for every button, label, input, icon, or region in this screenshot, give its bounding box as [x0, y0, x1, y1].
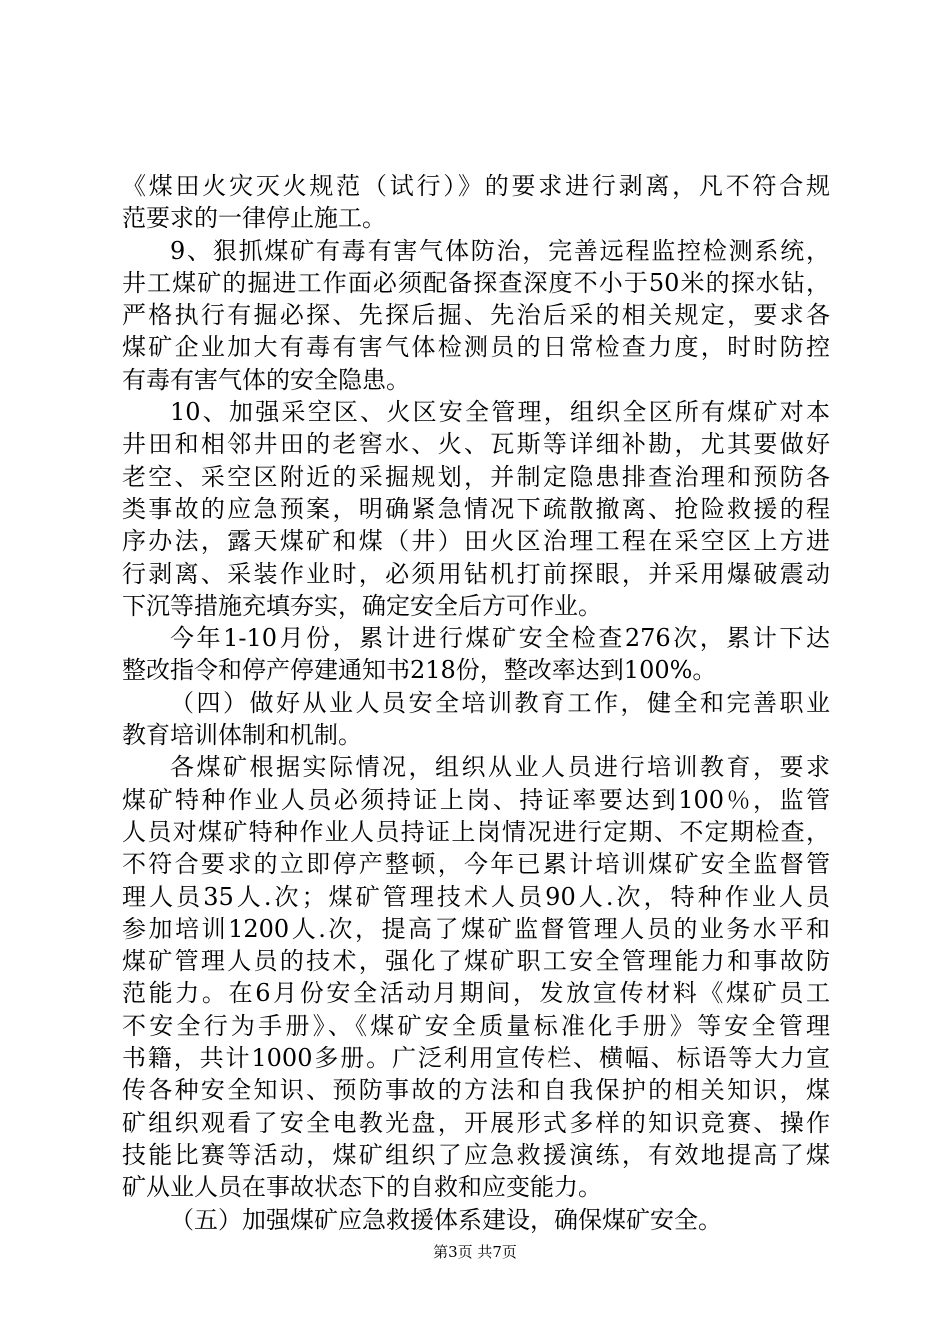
text-line: 不安全行为手册》、《煤矿安全质量标准化手册》等安全管理	[122, 1011, 830, 1040]
text-line: 范要求的一律停止施工。	[122, 204, 386, 233]
document-body	[122, 170, 830, 1236]
text-line: 行剥离、采装作业时，必须用钻机打前探眼，并采用爆破震动	[122, 559, 830, 588]
text-line: 煤矿管理人员的技术，强化了煤矿职工安全管理能力和事故防	[122, 947, 830, 976]
text-line: 矿组织观看了安全电教光盘，开展形式多样的知识竞赛、操作	[122, 1108, 830, 1137]
text-line: 矿从业人员在事故状态下的自救和应变能力。	[122, 1173, 602, 1202]
text-line: 技能比赛等活动，煤矿组织了应急救援演练，有效地提高了煤	[122, 1140, 830, 1169]
text-line: 井工煤矿的掘进工作面必须配备探查深度不小于50米的探水钻，	[122, 268, 830, 297]
text-line: 参加培训1200人.次，提高了煤矿监督管理人员的业务水平和	[122, 914, 830, 943]
text-line: 有毒有害气体的安全隐患。	[122, 365, 410, 394]
text-line: 范能力。在6月份安全活动月期间，发放宣传材料《煤矿员工	[122, 979, 830, 1008]
text-line: 煤矿企业加大有毒有害气体检测员的日常检查力度，时时防控	[122, 333, 830, 362]
page-footer: 第3页 共7页	[433, 1243, 517, 1261]
text-line: 煤矿特种作业人员必须持证上岗、持证率要达到100％，监管	[122, 785, 830, 814]
text-line: 序办法，露天煤矿和煤（井）田火区治理工程在采空区上方进	[122, 527, 830, 556]
text-line: 下沉等措施充填夯实，确定安全后方可作业。	[122, 591, 602, 620]
text-line: 不符合要求的立即停产整顿，今年已累计培训煤矿安全监督管	[122, 850, 830, 879]
text-line: 今年1-10月份，累计进行煤矿安全检查276次，累计下达	[170, 624, 830, 653]
text-line: 传各种安全知识、预防事故的方法和自我保护的相关知识，煤	[122, 1076, 830, 1105]
text-line: 类事故的应急预案，明确紧急情况下疏散撤离、抢险救援的程	[122, 494, 830, 523]
text-line: 各煤矿根据实际情况，组织从业人员进行培训教育，要求	[170, 753, 830, 782]
text-line: 整改指令和停产停建通知书218份，整改率达到100%。	[122, 656, 717, 685]
text-line: 10、加强采空区、火区安全管理，组织全区所有煤矿对本	[170, 398, 830, 427]
text-line: 书籍，共计1000多册。广泛利用宣传栏、横幅、标语等大力宣	[122, 1044, 830, 1073]
text-line: （四）做好从业人员安全培训教育工作，健全和完善职业	[170, 688, 830, 717]
text-line: 9、狠抓煤矿有毒有害气体防治，完善远程监控检测系统，	[170, 236, 830, 265]
text-line: 老空、采空区附近的采掘规划，并制定隐患排查治理和预防各	[122, 462, 830, 491]
text-line: 严格执行有掘必探、先探后掘、先治后采的相关规定，要求各	[122, 301, 830, 330]
text-line: 《煤田火灾灭火规范（试行）》的要求进行剥离，凡不符合规	[122, 172, 830, 200]
text-line: （五）加强煤矿应急救援体系建设，确保煤矿安全。	[170, 1205, 722, 1234]
text-line: 人员对煤矿特种作业人员持证上岗情况进行定期、不定期检查，	[122, 817, 830, 846]
text-line: 教育培训体制和机制。	[122, 721, 362, 750]
text-line: 井田和相邻井田的老窖水、火、瓦斯等详细补勘，尤其要做好	[122, 430, 830, 459]
text-line: 理人员35人.次；煤矿管理技术人员90人.次，特种作业人员	[122, 882, 830, 911]
